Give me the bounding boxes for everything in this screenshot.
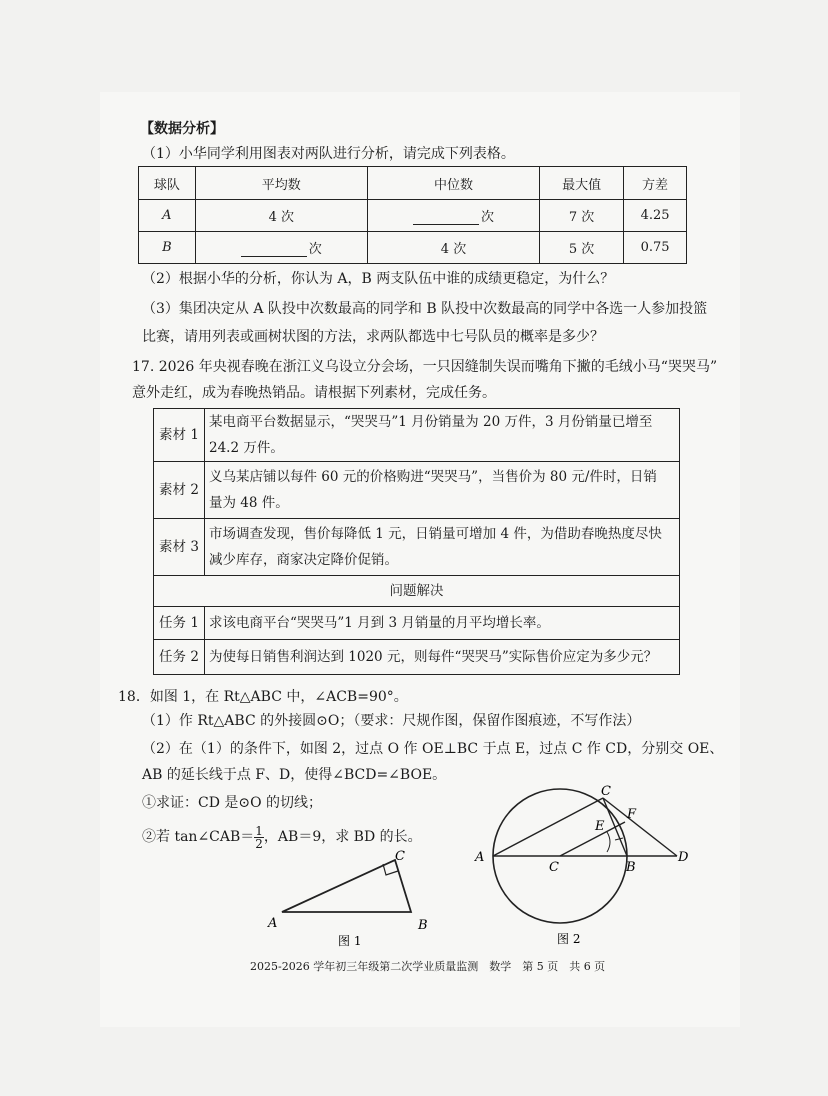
- task-row: [154, 640, 680, 675]
- table-cell: 5 次: [540, 232, 624, 264]
- right-angle-mark: [383, 864, 398, 875]
- figure-2: [465, 778, 705, 950]
- section-title: 【数据分析】: [140, 121, 224, 137]
- figure-2-caption: 图 2: [557, 932, 581, 946]
- q16-part3-line1: （3）集团决定从 A 队投中次数最高的同学和 B 队投中次数最高的同学中各选一人参加投篮: [142, 301, 708, 317]
- table-row: [139, 200, 687, 232]
- task-text: 为使每日销售利润达到 1020 元，则每件“哭哭马”实际售价应定为多少元？: [205, 640, 680, 675]
- table-cell: 4 次: [367, 232, 539, 264]
- table-header-cell: 平均数: [195, 167, 367, 200]
- q17-line1: 17. 2026 年央视春晚在浙江义乌设立分会场，一只因缝制失误而嘴角下撇的毛绒小马“哭哭马”: [132, 359, 718, 375]
- material-line: 市场调查发现，售价每降低 1 元，日销量可增加 4 件，为借助春晚热度尽快: [209, 526, 662, 542]
- answer-blank: [241, 243, 307, 257]
- material-row: [154, 409, 680, 462]
- q16-part1: （1）小华同学利用图表对两队进行分析，请完成下列表格。: [142, 146, 515, 162]
- label-c: C: [601, 784, 611, 799]
- q18-line3: （2）在（1）的条件下，如图 2，过点 O 作 OE⊥BC 于点 E，过点 C 作 CD，分别交 OE、: [142, 741, 724, 757]
- page-footer: 2025-2026 学年初三年级第二次学业质量监测 数学 第 5 页 共 6 页: [250, 960, 606, 973]
- table-cell: 4 次: [195, 200, 367, 232]
- task-label: 任务 1: [154, 607, 205, 640]
- table-header-cell: 最大值: [540, 167, 624, 200]
- table-cell-team: A: [139, 200, 196, 232]
- table-cell: 4.25: [624, 200, 687, 232]
- fraction-denominator: 2: [255, 836, 263, 851]
- task-text: 求该电商平台“哭哭马”1 月到 3 月销量的月平均增长率。: [205, 607, 680, 640]
- material-content: [205, 409, 680, 462]
- material-content: [205, 519, 680, 576]
- q18-line6-post: ，AB＝9，求 BD 的长。: [263, 829, 422, 845]
- figure-1: [260, 845, 440, 955]
- q18-line1: 18．如图 1，在 Rt△ABC 中，∠ACB=90°。: [118, 689, 408, 705]
- label-a: A: [475, 850, 485, 865]
- table-header-cell: 球队: [139, 167, 196, 200]
- table-header-cell: 中位数: [367, 167, 539, 200]
- line-of: [560, 822, 625, 856]
- label-b: B: [418, 918, 428, 933]
- table-header-cell: 方差: [624, 167, 687, 200]
- label-a: A: [268, 916, 278, 931]
- task-row: [154, 607, 680, 640]
- table-row: [139, 232, 687, 264]
- q17-line2: 意外走红，成为春晚热销品。请根据下列素材，完成任务。: [132, 385, 496, 401]
- material-line: 义乌某店铺以每件 60 元的价格购进“哭哭马”，当售价为 80 元/件时，日销: [209, 469, 657, 485]
- unit-label: 次: [480, 210, 494, 225]
- label-c: C: [395, 849, 405, 864]
- construction-arc: [607, 832, 610, 852]
- q16-part3-line2: 比赛，请用列表或画树状图的方法，求两队都选中七号队员的概率是多少？: [142, 329, 604, 345]
- solve-header: 问题解决: [154, 576, 680, 607]
- q16-part2: （2）根据小华的分析，你认为 A，B 两支队伍中谁的成绩更稳定，为什么？: [142, 271, 615, 287]
- q18-line5: ①求证：CD 是⊙O 的切线；: [142, 795, 323, 811]
- line-ac: [493, 798, 603, 856]
- table-cell-blank: [367, 200, 539, 232]
- figure-1-caption: 图 1: [338, 934, 362, 948]
- materials-table: [153, 408, 680, 675]
- material-line: 某电商平台数据显示，“哭哭马”1 月份销量为 20 万件，3 月份销量已增至: [209, 414, 653, 430]
- q18-line2: （1）作 Rt△ABC 的外接圆⊙O；（要求：尺规作图，保留作图痕迹，不写作法）: [142, 713, 641, 729]
- task-label: 任务 2: [154, 640, 205, 675]
- material-label: 素材 2: [154, 462, 205, 519]
- q18-line6-pre: ②若 tan∠CAB＝: [142, 829, 255, 845]
- material-content: [205, 462, 680, 519]
- solve-header-row: [154, 576, 680, 607]
- material-label: 素材 1: [154, 409, 205, 462]
- answer-blank: [413, 211, 479, 225]
- material-line: 减少库存，商家决定降价促销。: [209, 552, 398, 568]
- table-cell: 7 次: [540, 200, 624, 232]
- label-o: C: [549, 860, 559, 875]
- triangle-abc: [282, 860, 411, 912]
- label-b: B: [626, 860, 636, 875]
- q18-line4: AB 的延长线于点 F、D，使得∠BCD=∠BOE。: [142, 767, 447, 783]
- label-f: F: [627, 807, 637, 822]
- material-line: 量为 48 件。: [209, 495, 289, 511]
- label-e: E: [595, 819, 605, 834]
- unit-label: 次: [308, 242, 322, 257]
- stats-table: [138, 166, 687, 264]
- material-label: 素材 3: [154, 519, 205, 576]
- table-cell-team: B: [139, 232, 196, 264]
- material-row: [154, 462, 680, 519]
- table-header-row: [139, 167, 687, 200]
- fraction-numerator: 1: [255, 823, 263, 838]
- material-line: 24.2 万件。: [209, 440, 284, 456]
- material-row: [154, 519, 680, 576]
- table-cell: 0.75: [624, 232, 687, 264]
- label-d: D: [678, 850, 689, 865]
- table-cell-blank: [195, 232, 367, 264]
